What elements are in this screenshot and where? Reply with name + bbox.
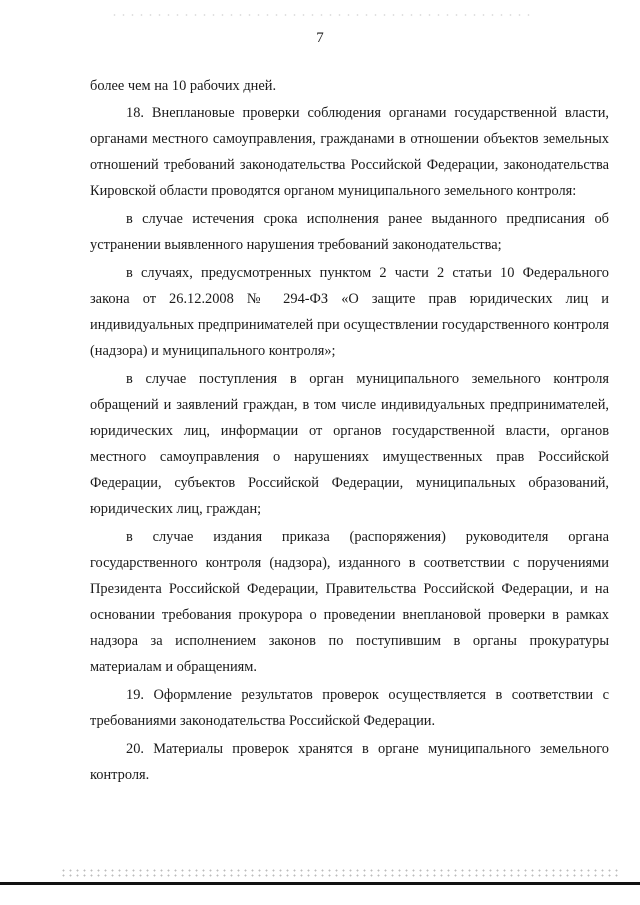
paragraph-continuation: более чем на 10 рабочих дней. bbox=[90, 78, 277, 94]
paragraph-item-19: 19. Оформление результатов проверок осуществляется в соответствии с требованиями законодательства Российской Федерации. bbox=[90, 687, 609, 729]
paragraph-item-18: 18. Внеплановые проверки соблюдения органами государственной власти, органами местного самоуправления, гражданами в отношении объектов земельных отношений требований законодательства Российской Федерации, законодательства Кировской области проводятся органом муниципального земельного контроля: bbox=[90, 105, 609, 199]
document-body bbox=[90, 73, 609, 788]
paragraph-case-federal-law: в случаях, предусмотренных пунктом 2 части 2 статьи 10 Федерального закона от 26.12.2008 № 294-ФЗ «О защите прав юридических лиц и индивидуальных предпринимателей при осуществлении государственного контроля (надзора) и муниципального контроля»; bbox=[90, 265, 609, 359]
scan-artifact-bottom bbox=[60, 868, 620, 878]
paragraph-case-appeals: в случае поступления в орган муниципального земельного контроля обращений и заявлений граждан, в том числе индивидуальных предпринимателей, юридических лиц, информации от органов государственной власти, органов местного самоуправления о нарушениях имущественных прав Российской Федерации, субъектов Российской Федерации, муниципальных образований, юридических лиц, граждан; bbox=[90, 371, 609, 517]
paragraph-case-order: в случае издания приказа (распоряжения) руководителя органа государственного контроля (надзора), изданного в соответствии с поручениями Президента Российской Федерации, Правительства Российской Федерации, и на основании требования прокурора о проведении внеплановой проверки в рамках надзора за исполнением законов по поступившим в органы прокуратуры материалам и обращениям. bbox=[90, 529, 609, 675]
paragraph-case-prescription: в случае истечения срока исполнения ранее выданного предписания об устранении выявленного нарушения требований законодательства; bbox=[90, 211, 609, 253]
scan-edge-line bbox=[0, 882, 640, 885]
paragraph-item-20: 20. Материалы проверок хранятся в органе муниципального земельного контроля. bbox=[90, 741, 609, 783]
scan-artifact-top bbox=[110, 12, 530, 18]
page-number: 7 bbox=[316, 30, 324, 46]
